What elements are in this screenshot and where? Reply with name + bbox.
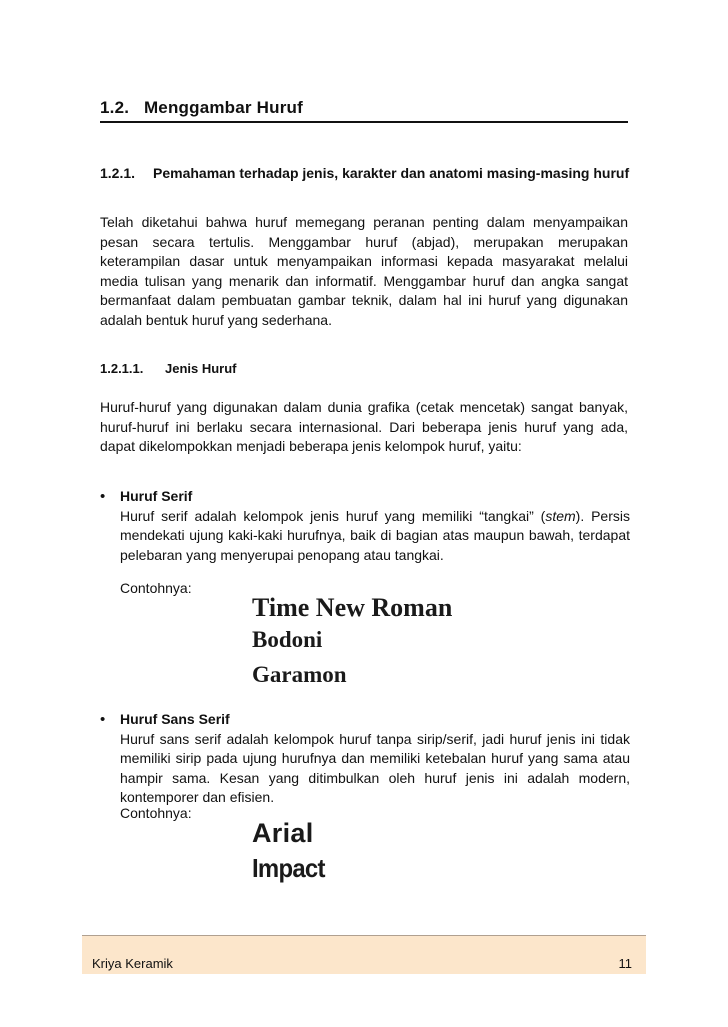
bullet-body-text: ). Persis mendekati ujung kaki-kaki hurufnya, baik di bagian atas maupun bawah, terdapat pelebaran yang menyerupai penopang atau tangkai. [120,507,630,563]
section-title [100,98,303,118]
section-heading: Menggambar Huruf [143,98,303,117]
example-label: Contohnya: [120,805,192,821]
bullet-body: Huruf sans serif adalah kelompok huruf tanpa sirip/serif, jadi huruf jenis ini tidak memiliki sirip pada ujung hurufnya dan memiliki ketebalan huruf yang sama atau hampir sama. Kesan yang ditimbulkan oleh huruf jenis ini adalah modern, kontemporer dan efisien. [120,730,630,806]
stem-term: stem [545,507,576,524]
bullet-heading: Huruf Sans Serif [120,711,230,727]
subsection-number: 1.2.1. [100,165,136,181]
subsubsection-title: Jenis Huruf [165,361,237,376]
subsection-title: Pemahaman terhadap jenis, karakter dan anatomi masing-masing huruf [153,165,630,181]
section-number: 1.2. [100,98,130,117]
font-example-times: Time New Roman [252,593,453,622]
bullet-marker: • [100,488,106,505]
bullet-serif [100,487,630,565]
jenis-paragraph: Huruf-huruf yang digunakan dalam dunia grafika (cetak mencetak) sangat banyak, huruf-huruf ini berlaku secara internasional. Dari beberapa jenis huruf yang ada, dapat dikelompokkan menjadi beberapa jenis kelompok huruf, yaitu: [100,399,628,455]
font-example-impact: Impact [252,853,325,883]
bullet-sans-serif [100,710,630,808]
bullet-body [120,507,630,566]
intro-paragraph: Telah diketahui bahwa huruf memegang peranan penting dalam menyampaikan pesan secara tertulis. Menggambar huruf (abjad), merupakan merupakan keterampilan dasar untuk menyampaikan informasi kepada masyarakat melalui media tulisan yang menarik dan informatif. Menggambar huruf dan angka sangat bermanfaat dalam pembuatan gambar teknik, dalam hal ini huruf yang digunakan adalah bentuk huruf yang sederhana. [100,214,628,328]
font-example-garamon: Garamon [252,662,347,687]
footer-title: Kriya Keramik [92,956,173,971]
subsubsection-number: 1.2.1.1. [100,361,144,376]
subsubsection-heading [100,361,237,376]
page-number: 11 [618,956,632,971]
bullet-marker: • [100,711,106,728]
title-rule [100,121,628,123]
bullet-body-text: Huruf serif adalah kelompok jenis huruf yang memiliki “tangkai” ( [120,507,546,524]
page-footer [82,935,646,974]
bullet-heading: Huruf Serif [120,488,193,504]
font-example-bodoni: Bodoni [252,627,323,652]
example-label: Contohnya: [120,580,192,596]
subsection-heading [100,163,630,183]
font-example-arial: Arial [252,818,314,848]
